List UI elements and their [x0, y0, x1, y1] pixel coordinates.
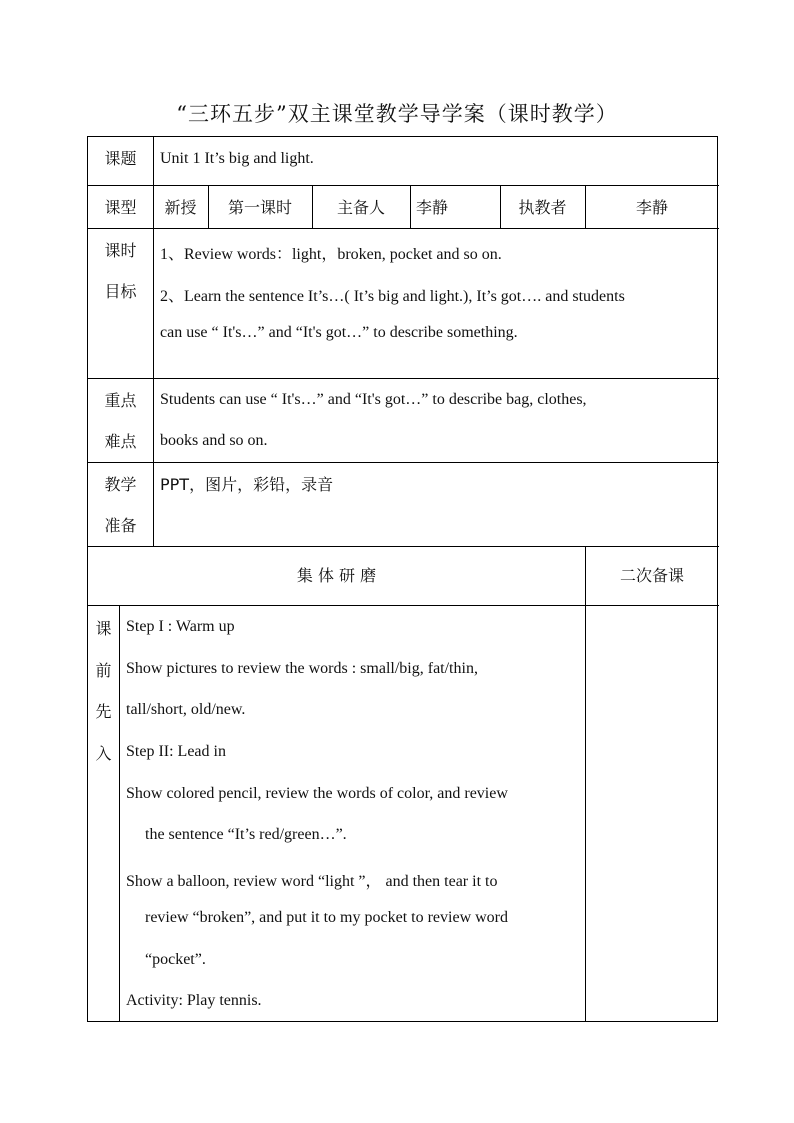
teacher-label: 执教者 [518, 198, 567, 217]
pre-class-char-2: 前 [95, 661, 112, 680]
pre-class-line-1: Step I : Warm up [126, 618, 235, 635]
preparation-label-1: 教学 [104, 475, 137, 494]
objective-line-1: 1、Review words：light，broken, pocket and so on. [160, 246, 502, 263]
col-divider [410, 185, 411, 228]
pre-class-line-2: Show pictures to review the words : small/big, fat/thin, [126, 660, 478, 677]
preparer-label: 主备人 [336, 198, 385, 217]
topic-label: 课题 [104, 149, 137, 168]
lesson-type: 新授 [164, 198, 197, 217]
lesson-period: 第一课时 [227, 198, 292, 217]
key-points-label-1: 重点 [104, 391, 137, 410]
lesson-plan-table [87, 136, 718, 1022]
key-points-label-2: 难点 [104, 432, 137, 451]
preparer-name: 李静 [416, 198, 449, 217]
pre-class-line-9: “pocket”. [145, 951, 206, 968]
type-label: 课型 [104, 198, 137, 217]
objective-line-2: 2、Learn the sentence It’s…( It’s big and light.), It’s got…. and students [160, 288, 625, 305]
second-preparation-header: 二次备课 [619, 566, 684, 585]
pre-class-line-3: tall/short, old/new. [126, 701, 246, 718]
pre-class-line-6: the sentence “It’s red/green…”. [145, 826, 347, 843]
pre-class-char-3: 先 [95, 702, 112, 721]
row-divider [88, 185, 719, 186]
objectives-label-2: 目标 [104, 282, 137, 301]
objective-line-3: can use “ It's…” and “It's got…” to describe something. [160, 324, 518, 341]
key-points-line-1: Students can use “ It's…” and “It's got…” to describe bag, clothes, [160, 391, 587, 408]
pre-class-line-7: Show a balloon, review word “light ”， and then tear it to [126, 873, 498, 890]
preparation-value: PPT，图片，彩铅，录音 [160, 475, 334, 494]
document-title: “三环五步”双主课堂教学导学案（课时教学） [176, 102, 618, 126]
pre-class-line-10: Activity: Play tennis. [126, 992, 262, 1009]
pre-class-char-4: 入 [95, 744, 112, 763]
pre-class-line-5: Show colored pencil, review the words of color, and review [126, 785, 508, 802]
topic-value: Unit 1 It’s big and light. [160, 150, 314, 167]
col-divider [119, 605, 120, 1022]
row-divider [88, 228, 719, 229]
key-points-line-2: books and so on. [160, 432, 268, 449]
row-divider [88, 462, 719, 463]
group-research-header: 集 体 研 磨 [296, 566, 377, 585]
row-divider [88, 378, 719, 379]
pre-class-line-8: review “broken”, and put it to my pocket to review word [145, 909, 508, 926]
pre-class-line-4: Step II: Lead in [126, 743, 226, 760]
preparation-label-2: 准备 [104, 516, 137, 535]
row-divider [88, 546, 719, 547]
row-divider [88, 605, 719, 606]
objectives-label-1: 课时 [104, 241, 137, 260]
pre-class-char-1: 课 [95, 619, 112, 638]
teacher-name: 李静 [635, 198, 668, 217]
col-divider [585, 546, 586, 1022]
